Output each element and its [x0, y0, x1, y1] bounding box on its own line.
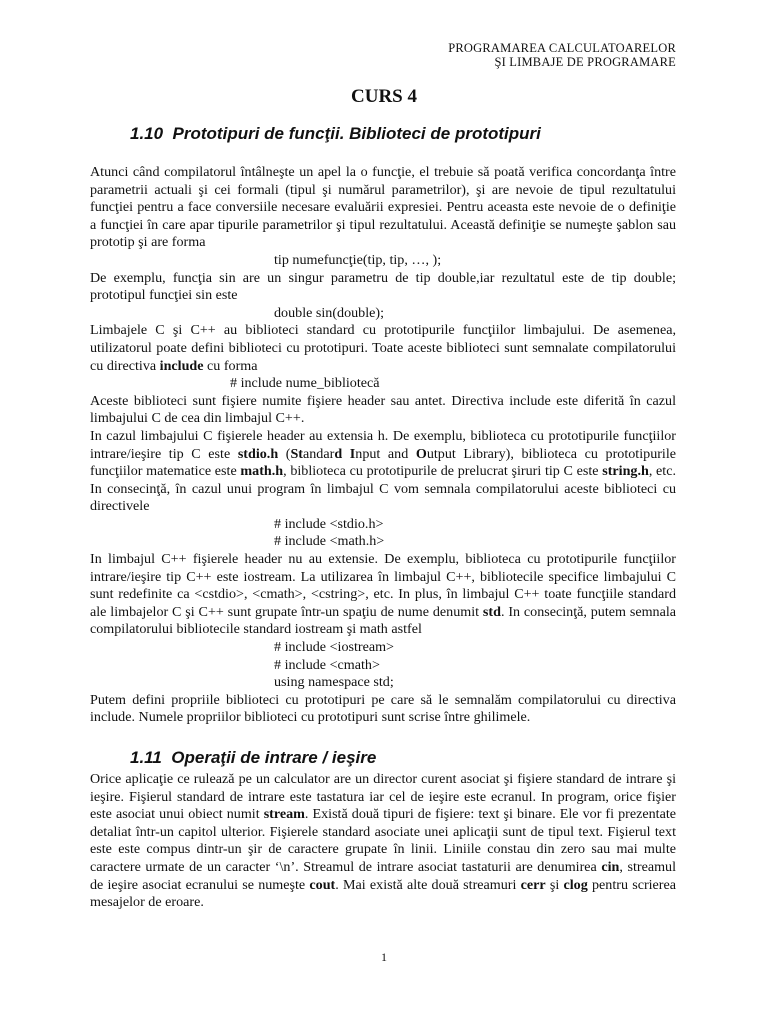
text: cu forma — [203, 357, 258, 374]
bold-stdio: stdio.h — [237, 445, 279, 462]
text: şi — [545, 876, 564, 893]
bold-stream: stream — [263, 806, 305, 823]
bold-string: string.h — [602, 463, 649, 480]
page-number: 1 — [381, 950, 387, 964]
text: Orice aplicaţie ce rulează pe un calculator are un director curent asociat şi fişiere standard de intrare şi ieşire. Fişierul standard de intrare este tastatura iar cel de ieşire este ecranul. In program, orice fişier este asociat unui obiect numit — [90, 771, 676, 823]
text: pentru scrierea mesajelor de eroare. — [90, 876, 677, 911]
page-title: CURS 4 — [351, 86, 417, 107]
text — [342, 446, 350, 462]
bold-cout: cout — [309, 876, 336, 893]
text: In cazul limbajului C fişierele header au extensia h. De exemplu, biblioteca cu prototipurile funcţiilor intrare/ieşire tip C este — [90, 427, 676, 462]
bold-math: math.h — [240, 463, 284, 480]
code-include-iostream: # include <iostream> — [274, 639, 395, 656]
section-title: Operaţii de intrare / ieşire — [171, 748, 377, 767]
code-include-cmath: # include <cmath> — [274, 656, 380, 673]
page-header — [448, 41, 676, 69]
text: Limbajele C şi C++ au biblioteci standard cu prototipurile funcţiilor limbajului. De asemenea, utilizatorul poate defini biblioteci cu prototipuri. Toate aceste biblioteci sunt semnalate compilatorului cu directiva — [90, 322, 676, 374]
section-number: 1.10 — [130, 124, 164, 143]
code-include-stdio: # include <stdio.h> — [274, 515, 384, 532]
section-number: 1.11 — [130, 748, 162, 767]
code-prototype-form: tip numefuncţie(tip, tip, …, ); — [274, 251, 442, 268]
text: utput Library), biblioteca cu prototipurile funcţiilor matematice este — [90, 445, 677, 480]
text: . In consecinţă, putem semnala compilatorului bibliotecile standard iostream şi math astfel — [90, 603, 677, 638]
paragraph-c-headers — [90, 428, 676, 516]
header-line-2: ŞI LIMBAJE DE PROGRAMARE — [494, 55, 676, 69]
bold-i: I — [349, 445, 356, 462]
section-1-11-body — [90, 771, 676, 912]
code-sin-prototype: double sin(double); — [274, 304, 384, 321]
code-using-namespace: using namespace std; — [274, 674, 394, 691]
section-1-10-body — [90, 164, 676, 727]
text: . Mai există alte două streamuri — [335, 876, 521, 893]
paragraph-sin-example: De exemplu, funcţia sin are un singur parametru de tip double,iar rezultatul este de tip double; prototipul funcţiei sin este — [90, 269, 676, 304]
text: andar — [303, 445, 335, 462]
text: In limbajul C++ fişierele header nu au extensie. De exemplu, biblioteca cu prototipurile funcţiilor intrare/ieşire tip C++ este iostream. La utilizarea în limbajul C++, bibliotecile specifice limbajului C sunt redefinite ca <cstdio>, <cmath>, <cstring>, etc. In plus, în limbajul C++ toate funcţiile standard ale limbajelor C şi C++ sunt grupate într-un spaţiu de nume denumit — [90, 551, 676, 620]
text: , etc. In consecinţă, în cazul unui program în limbajul C vom semnala compilatorului aceste biblioteci cu directivele — [90, 463, 676, 515]
paragraph-prototype-intro: Atunci când compilatorul întâlneşte un apel la o funcţie, el trebuie să poată verifica concordanţa între parametrii actuali şi cei formali (tipul şi numărul parametrilor), şi are nevoie de tipul rezultatului funcţiei pentru a face conversiile necesare evaluării expresiei. Pentru aceasta este nevoie de o definiţie a funcţiei în care apar tipurile parametrilor şi tipul rezultatului. Această definiţie se numeşte şablon sau prototip şi are forma — [90, 164, 676, 251]
paragraph-own-libraries: Putem defini propriile biblioteci cu prototipuri pe care să le semnalăm compilatorului cu directiva include. Numele propriilor biblioteci cu prototipuri sunt scrise între ghilimele. — [90, 691, 676, 726]
bold-std: std — [482, 603, 501, 620]
bold-d: d — [334, 445, 343, 462]
header-line-1: PROGRAMAREA CALCULATOARELOR — [448, 41, 676, 55]
paragraph-header-files: Aceste biblioteci sunt fişiere numite fişiere header sau antet. Directiva include este diferită în cazul limbajului C de cea din limbajul C++. — [90, 392, 676, 427]
code-include-form: # include nume_bibliotecă — [230, 375, 380, 392]
code-include-math: # include <math.h> — [274, 533, 385, 550]
text: nput and — [355, 445, 416, 462]
section-title: Prototipuri de funcţii. Biblioteci de prototipuri — [172, 124, 541, 143]
text: . Există două tipuri de fişiere: text şi binare. Ele vor fi prezentate detaliat într-un capitol ulterior. Fişierele standard asociate unei aplicaţii sunt de tipul text. Fişierul text este este compus dintr-un şir de caractere grupate în linii. Liniile constau din zero sau mai multe caractere urmate de un caracter ‘\n’. Streamul de intrare asociat tastaturii are denumirea — [90, 806, 676, 875]
section-heading-1-11 — [130, 748, 376, 768]
text: , streamul de ieşire asociat ecranului se numeşte — [90, 858, 677, 893]
paragraph-cpp-headers — [90, 551, 676, 639]
bold-cin: cin — [601, 858, 620, 875]
text: , biblioteca cu prototipurile de prelucrat şiruri tip C este — [283, 463, 603, 480]
bold-cerr: cerr — [520, 876, 546, 893]
bold-include: include — [159, 357, 204, 374]
bold-o: O — [415, 445, 427, 462]
paragraph-io-streams — [90, 771, 676, 912]
bold-st: St — [290, 445, 303, 462]
section-heading-1-10 — [130, 124, 541, 144]
bold-clog: clog — [563, 876, 588, 893]
text: ( — [278, 445, 291, 462]
paragraph-standard-libraries — [90, 322, 676, 375]
